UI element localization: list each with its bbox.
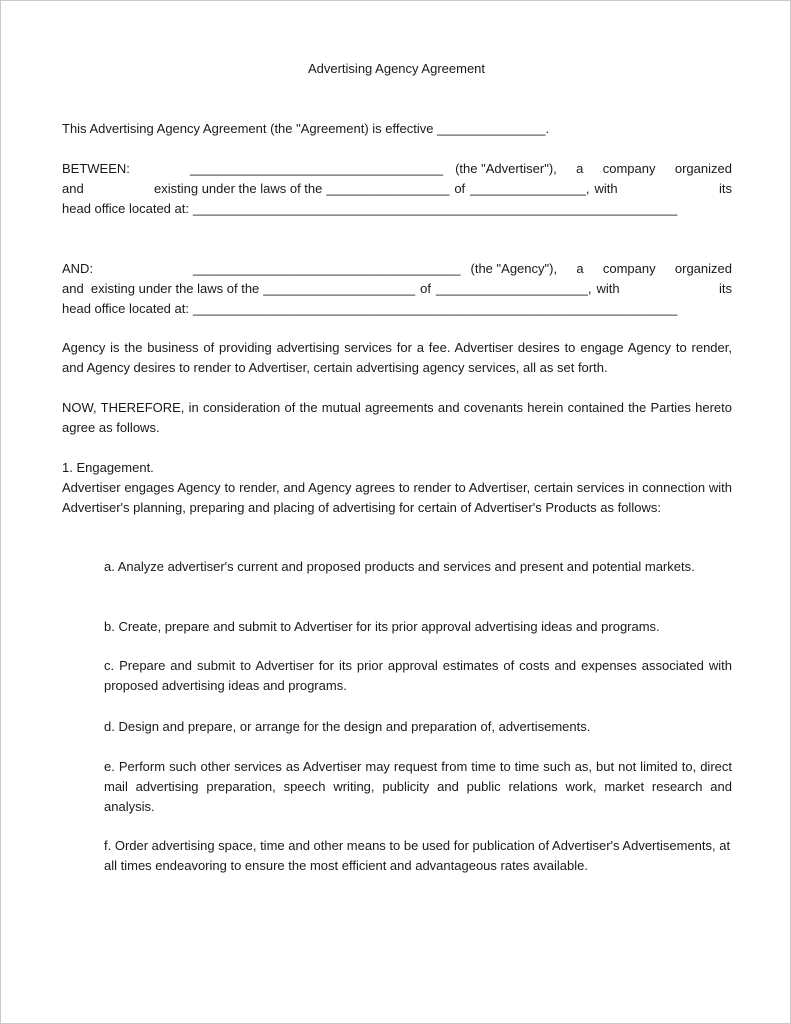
laws-text: and existing under the laws of the (62, 281, 260, 296)
and-line-1 (62, 259, 732, 279)
head-office-blank: ___________________________________________________________________ (192, 201, 678, 216)
list-item-b (104, 617, 732, 637)
advertiser-party-label: (the "Advertiser"), (455, 161, 557, 176)
between-line-3 (62, 199, 732, 219)
list-item-text: c. Prepare and submit to Advertiser for its prior approval estimates of costs and expenses associated with proposed advertising ideas and programs. (104, 658, 732, 693)
list-item-d (104, 717, 732, 737)
and-line-3 (62, 299, 732, 319)
word-of: of (420, 281, 431, 296)
and-line-2 (62, 279, 732, 299)
now-therefore-paragraph (62, 398, 732, 438)
word-with: with (596, 281, 620, 296)
section-1 (62, 458, 732, 518)
word-with: with (594, 181, 618, 196)
head-office-label: head office located at: (62, 301, 189, 316)
list-item-text: d. Design and prepare, or arrange for the design and preparation of, advertisements. (104, 719, 591, 734)
jurisdiction-blank: _________________ (326, 181, 450, 196)
list-item-text: e. Perform such other services as Advertiser may request from time to time such as, but not limited to, direct mail advertising preparation, speech writing, publicity and public relations work, market research and analysis. (104, 759, 732, 814)
word-a: a (576, 261, 584, 276)
document-title: Advertising Agency Agreement (307, 61, 486, 76)
word-and: and (62, 181, 84, 196)
list-item-f (104, 836, 732, 876)
now-therefore-text: NOW, THEREFORE, in consideration of the mutual agreements and covenants herein contained the Parties hereto agree as follows. (62, 400, 732, 435)
list-item-c (104, 656, 732, 696)
and-block (62, 259, 732, 319)
word-company: company (602, 161, 656, 176)
section-1-heading: 1. Engagement. (62, 460, 154, 475)
word-its: its (719, 281, 732, 296)
word-organized: organized (674, 261, 732, 276)
between-label: BETWEEN: (62, 161, 130, 176)
recital-paragraph (62, 338, 732, 378)
jurisdiction-blank: _____________________ (263, 281, 416, 296)
word-company: company (602, 261, 656, 276)
laws-text: existing under the laws of the (154, 181, 323, 196)
agency-name-blank: _____________________________________ (193, 261, 461, 276)
country-blank: ________________, (470, 181, 590, 196)
list-item-e (104, 757, 732, 817)
list-item-text: a. Analyze advertiser's current and proposed products and services and present and potential markets. (104, 559, 695, 574)
recital-text: Agency is the business of providing advertising services for a fee. Advertiser desires to engage Agency to render, and Agency desires to render to Advertiser, certain advertising agency services, all as set forth. (62, 340, 732, 375)
word-organized: organized (674, 161, 732, 176)
list-item-a (104, 557, 732, 577)
between-line-1 (62, 159, 732, 179)
word-of: of (454, 181, 466, 196)
head-office-label: head office located at: (62, 201, 189, 216)
between-line-2 (62, 179, 732, 199)
word-its: its (719, 181, 732, 196)
country-blank: _____________________, (435, 281, 592, 296)
between-block (62, 159, 732, 219)
intro-paragraph (62, 119, 732, 139)
and-label: AND: (62, 261, 94, 276)
word-a: a (576, 161, 584, 176)
list-item-text: b. Create, prepare and submit to Advertiser for its prior approval advertising ideas and programs. (104, 619, 660, 634)
list-item-text: f. Order advertising space, time and other means to be used for publication of Advertiser's Advertisements, at all times endeavoring to ensure the most efficient and advantageous rates available. (104, 838, 731, 873)
advertiser-name-blank: ___________________________________ (190, 161, 444, 176)
intro-text: This Advertising Agency Agreement (the "Agreement) is effective _______________. (62, 121, 550, 136)
section-1-body: Advertiser engages Agency to render, and Agency agrees to render to Advertiser, certain services in connection with Advertiser's planning, preparing and placing of advertising for certain of Advertiser's Products as follows: (62, 480, 732, 515)
agency-party-label: (the "Agency"), (470, 261, 558, 276)
head-office-blank: ___________________________________________________________________ (192, 301, 678, 316)
